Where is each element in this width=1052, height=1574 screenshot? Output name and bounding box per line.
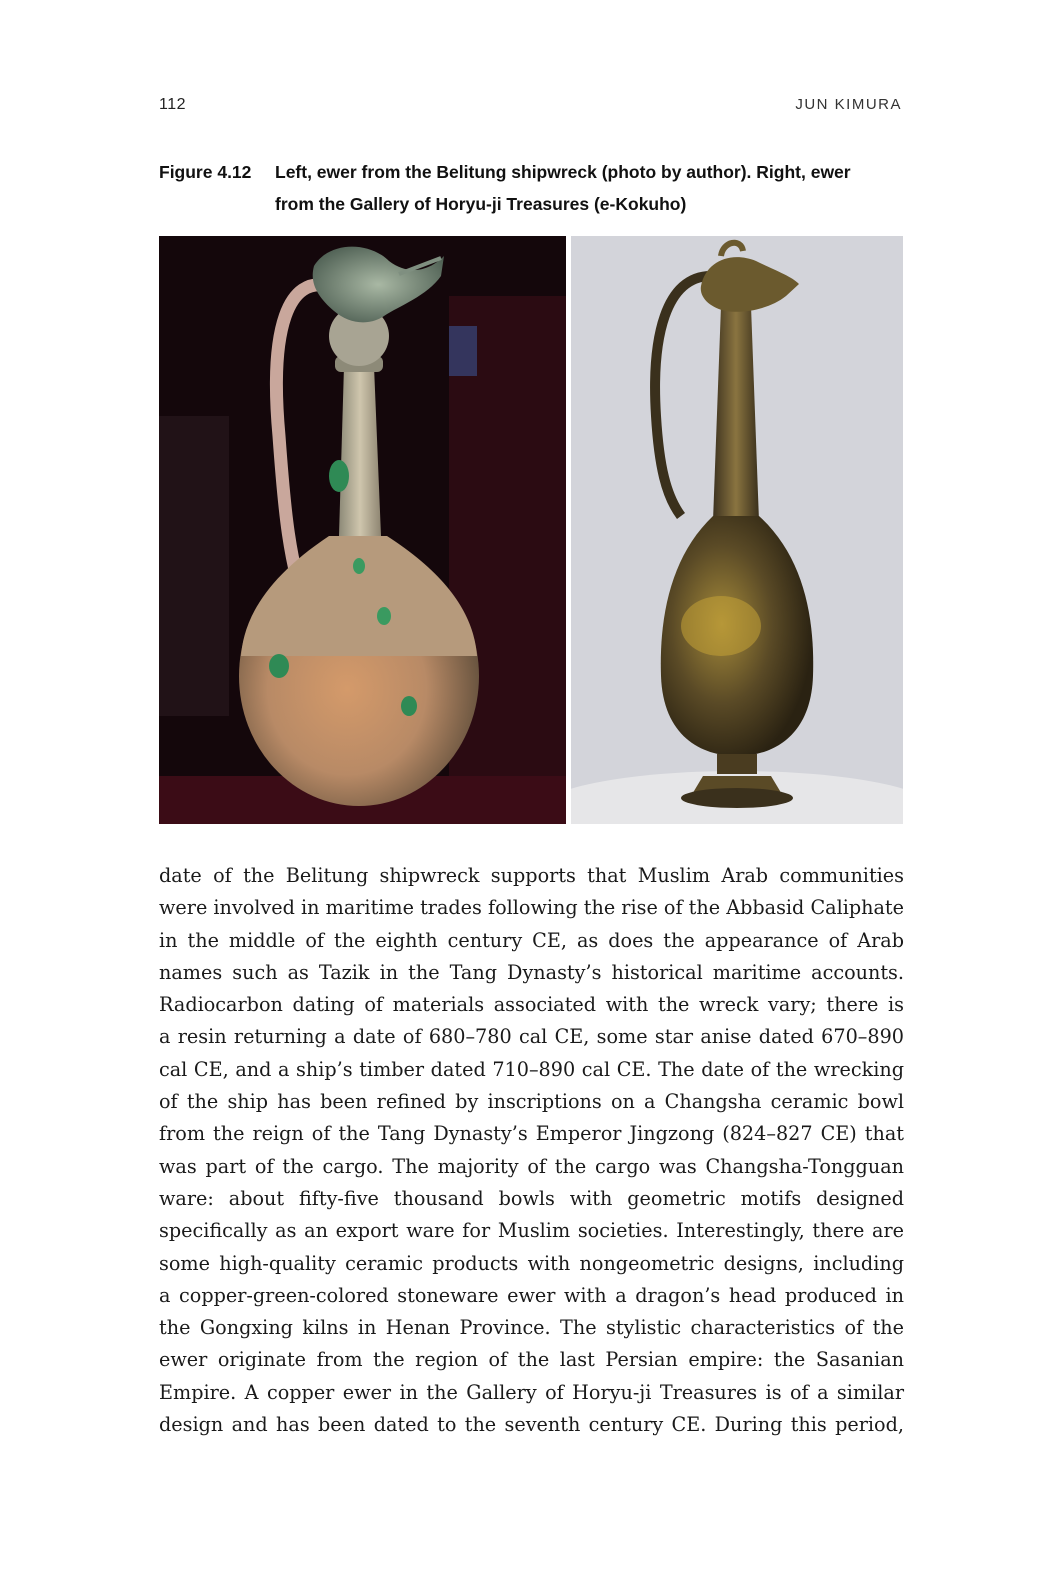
figure-caption (159, 156, 904, 220)
figure-label: Figure 4.12 (159, 162, 252, 182)
text-line: in the middle of the eighth century CE, as does the appearance of Arab (159, 928, 904, 952)
text-line: names such as Tazik in the Tang Dynasty’s historical maritime accounts. (159, 960, 904, 984)
text-line: were involved in maritime trades following the rise of the Abbasid Caliphate (159, 896, 904, 920)
caption-line: from the Gallery of Horyu-ji Treasures (e-Kokuho) (275, 194, 687, 214)
text-line: specifically as an export ware for Muslim societies. Interestingly, there are (159, 1219, 904, 1243)
running-head: JUN KIMURA (795, 96, 902, 113)
text-line: Radiocarbon dating of materials associated with the wreck vary; there is (159, 993, 904, 1017)
text-line: of the ship has been refined by inscriptions on a Changsha ceramic bowl (159, 1090, 904, 1114)
text-line: design and has been dated to the seventh century CE. During this period, (159, 1413, 904, 1437)
text-line: some high-quality ceramic products with nongeometric designs, including (159, 1251, 904, 1275)
text-line: a copper-green-colored stoneware ewer with a dragon’s head produced in (159, 1283, 904, 1307)
caption-line: Left, ewer from the Belitung shipwreck (photo by author). Right, ewer (275, 162, 851, 182)
text-line: from the reign of the Tang Dynasty’s Emperor Jingzong (824–827 CE) that (159, 1122, 904, 1146)
text-line: was part of the cargo. The majority of the cargo was Changsha-Tongguan (159, 1154, 904, 1178)
figure-caption-text (275, 156, 904, 220)
page-number: 112 (159, 96, 187, 113)
body-text (159, 860, 904, 1441)
text-line: Empire. A copper ewer in the Gallery of Horyu-ji Treasures is of a similar (159, 1380, 904, 1404)
text-line: date of the Belitung shipwreck supports that Muslim Arab communities (159, 864, 904, 887)
text-line: a resin returning a date of 680–780 cal CE, some star anise dated 670–890 (159, 1025, 904, 1049)
ewer-photo-horyuji (571, 236, 903, 824)
text-line: ewer originate from the region of the last Persian empire: the Sasanian (159, 1348, 904, 1372)
text-line: ware: about fifty-five thousand bowls with geometric motifs designed (159, 1186, 904, 1210)
text-line: cal CE, and a ship’s timber dated 710–890 cal CE. The date of the wrecking (159, 1057, 904, 1081)
figure-image (159, 236, 903, 824)
text-line: the Gongxing kilns in Henan Province. The stylistic characteristics of the (159, 1316, 904, 1340)
ewer-photo-belitung (159, 236, 566, 824)
